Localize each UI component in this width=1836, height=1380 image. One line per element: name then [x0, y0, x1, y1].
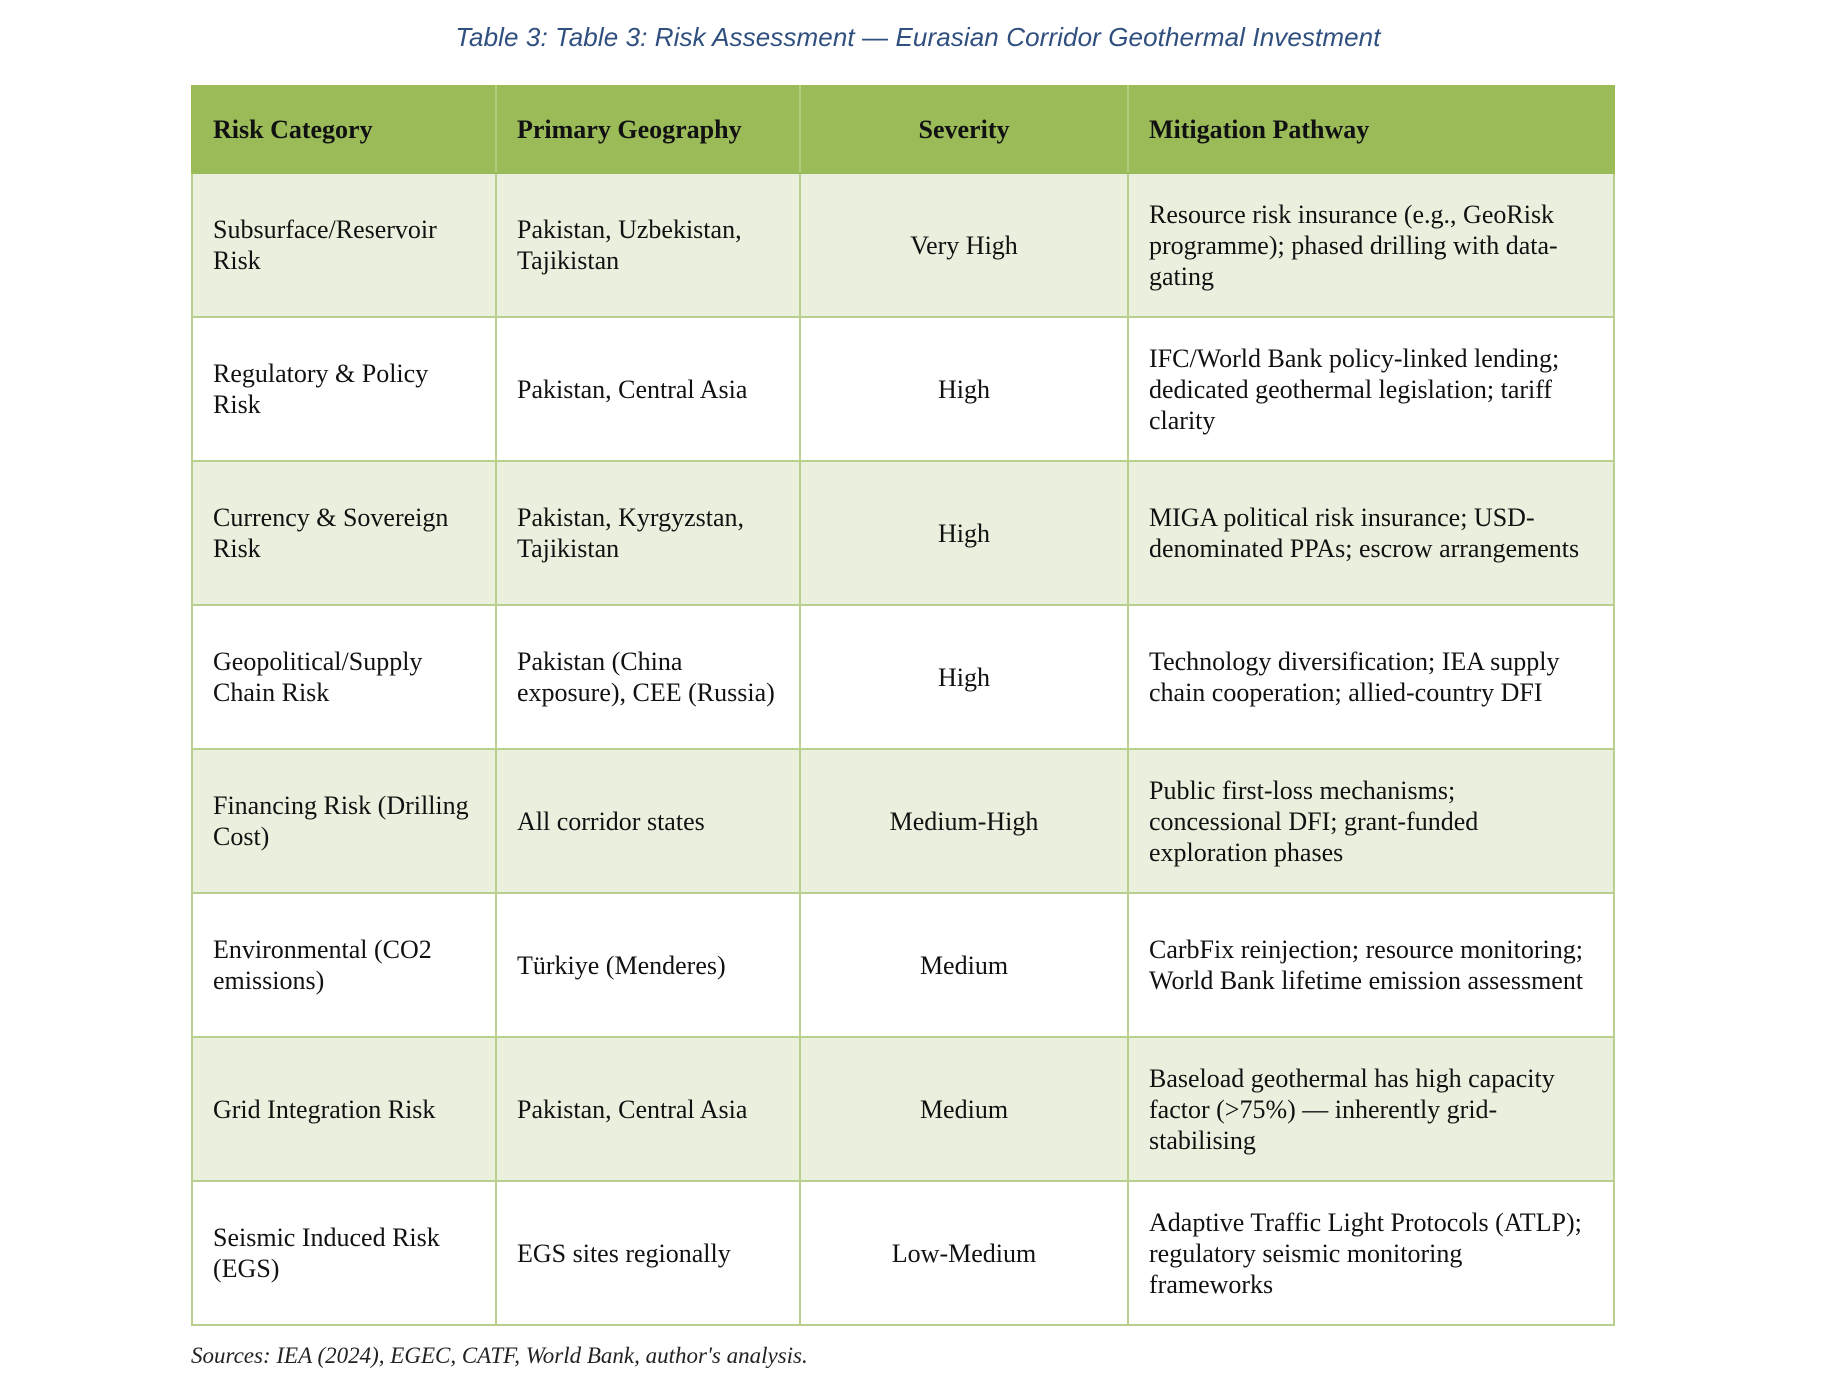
- table-header: [192, 86, 1614, 173]
- table-row: [192, 461, 1614, 605]
- cell-mitigation-pathway: IFC/World Bank policy-linked lending; dedicated geothermal legislation; tariff clarity: [1128, 317, 1614, 461]
- cell-severity: Medium: [800, 893, 1128, 1037]
- cell-primary-geography: Pakistan (China exposure), CEE (Russia): [496, 605, 800, 749]
- header-severity: Severity: [800, 86, 1128, 173]
- cell-primary-geography: Pakistan, Uzbekistan, Tajikistan: [496, 173, 800, 317]
- cell-risk-category: Seismic Induced Risk (EGS): [192, 1181, 496, 1325]
- cell-mitigation-pathway: MIGA political risk insurance; USD-denominated PPAs; escrow arrangements: [1128, 461, 1614, 605]
- header-mitigation-pathway: Mitigation Pathway: [1128, 86, 1614, 173]
- cell-risk-category: Financing Risk (Drilling Cost): [192, 749, 496, 893]
- cell-severity: Medium: [800, 1037, 1128, 1181]
- header-risk-category: Risk Category: [192, 86, 496, 173]
- cell-primary-geography: Pakistan, Central Asia: [496, 317, 800, 461]
- table-row: [192, 317, 1614, 461]
- cell-severity: Low-Medium: [800, 1181, 1128, 1325]
- cell-mitigation-pathway: CarbFix reinjection; resource monitoring; World Bank lifetime emission assessment: [1128, 893, 1614, 1037]
- table-body: [192, 173, 1614, 1325]
- cell-mitigation-pathway: Baseload geothermal has high capacity factor (>75%) — inherently grid-stabilising: [1128, 1037, 1614, 1181]
- cell-severity: High: [800, 317, 1128, 461]
- cell-mitigation-pathway: Technology diversification; IEA supply chain cooperation; allied-country DFI: [1128, 605, 1614, 749]
- cell-risk-category: Environmental (CO2 emissions): [192, 893, 496, 1037]
- table-row: [192, 605, 1614, 749]
- cell-risk-category: Regulatory & Policy Risk: [192, 317, 496, 461]
- risk-assessment-table: [191, 85, 1615, 1326]
- cell-primary-geography: Pakistan, Kyrgyzstan, Tajikistan: [496, 461, 800, 605]
- sources-note: Sources: IEA (2024), EGEC, CATF, World Bank, author's analysis.: [191, 1343, 808, 1368]
- table-row: [192, 1181, 1614, 1325]
- cell-severity: High: [800, 461, 1128, 605]
- cell-severity: Medium-High: [800, 749, 1128, 893]
- cell-primary-geography: All corridor states: [496, 749, 800, 893]
- cell-risk-category: Grid Integration Risk: [192, 1037, 496, 1181]
- cell-primary-geography: Pakistan, Central Asia: [496, 1037, 800, 1181]
- table-row: [192, 893, 1614, 1037]
- cell-risk-category: Geopolitical/Supply Chain Risk: [192, 605, 496, 749]
- table-row: [192, 173, 1614, 317]
- cell-mitigation-pathway: Resource risk insurance (e.g., GeoRisk programme); phased drilling with data-gating: [1128, 173, 1614, 317]
- cell-primary-geography: Türkiye (Menderes): [496, 893, 800, 1037]
- header-row: [192, 86, 1614, 173]
- cell-mitigation-pathway: Public first-loss mechanisms; concessional DFI; grant-funded exploration phases: [1128, 749, 1614, 893]
- cell-risk-category: Currency & Sovereign Risk: [192, 461, 496, 605]
- cell-primary-geography: EGS sites regionally: [496, 1181, 800, 1325]
- header-primary-geography: Primary Geography: [496, 86, 800, 173]
- cell-risk-category: Subsurface/Reservoir Risk: [192, 173, 496, 317]
- table-caption: Table 3: Table 3: Risk Assessment — Eurasian Corridor Geothermal Investment: [455, 22, 1381, 52]
- cell-severity: High: [800, 605, 1128, 749]
- table-row: [192, 749, 1614, 893]
- cell-severity: Very High: [800, 173, 1128, 317]
- cell-mitigation-pathway: Adaptive Traffic Light Protocols (ATLP); regulatory seismic monitoring frameworks: [1128, 1181, 1614, 1325]
- table-row: [192, 1037, 1614, 1181]
